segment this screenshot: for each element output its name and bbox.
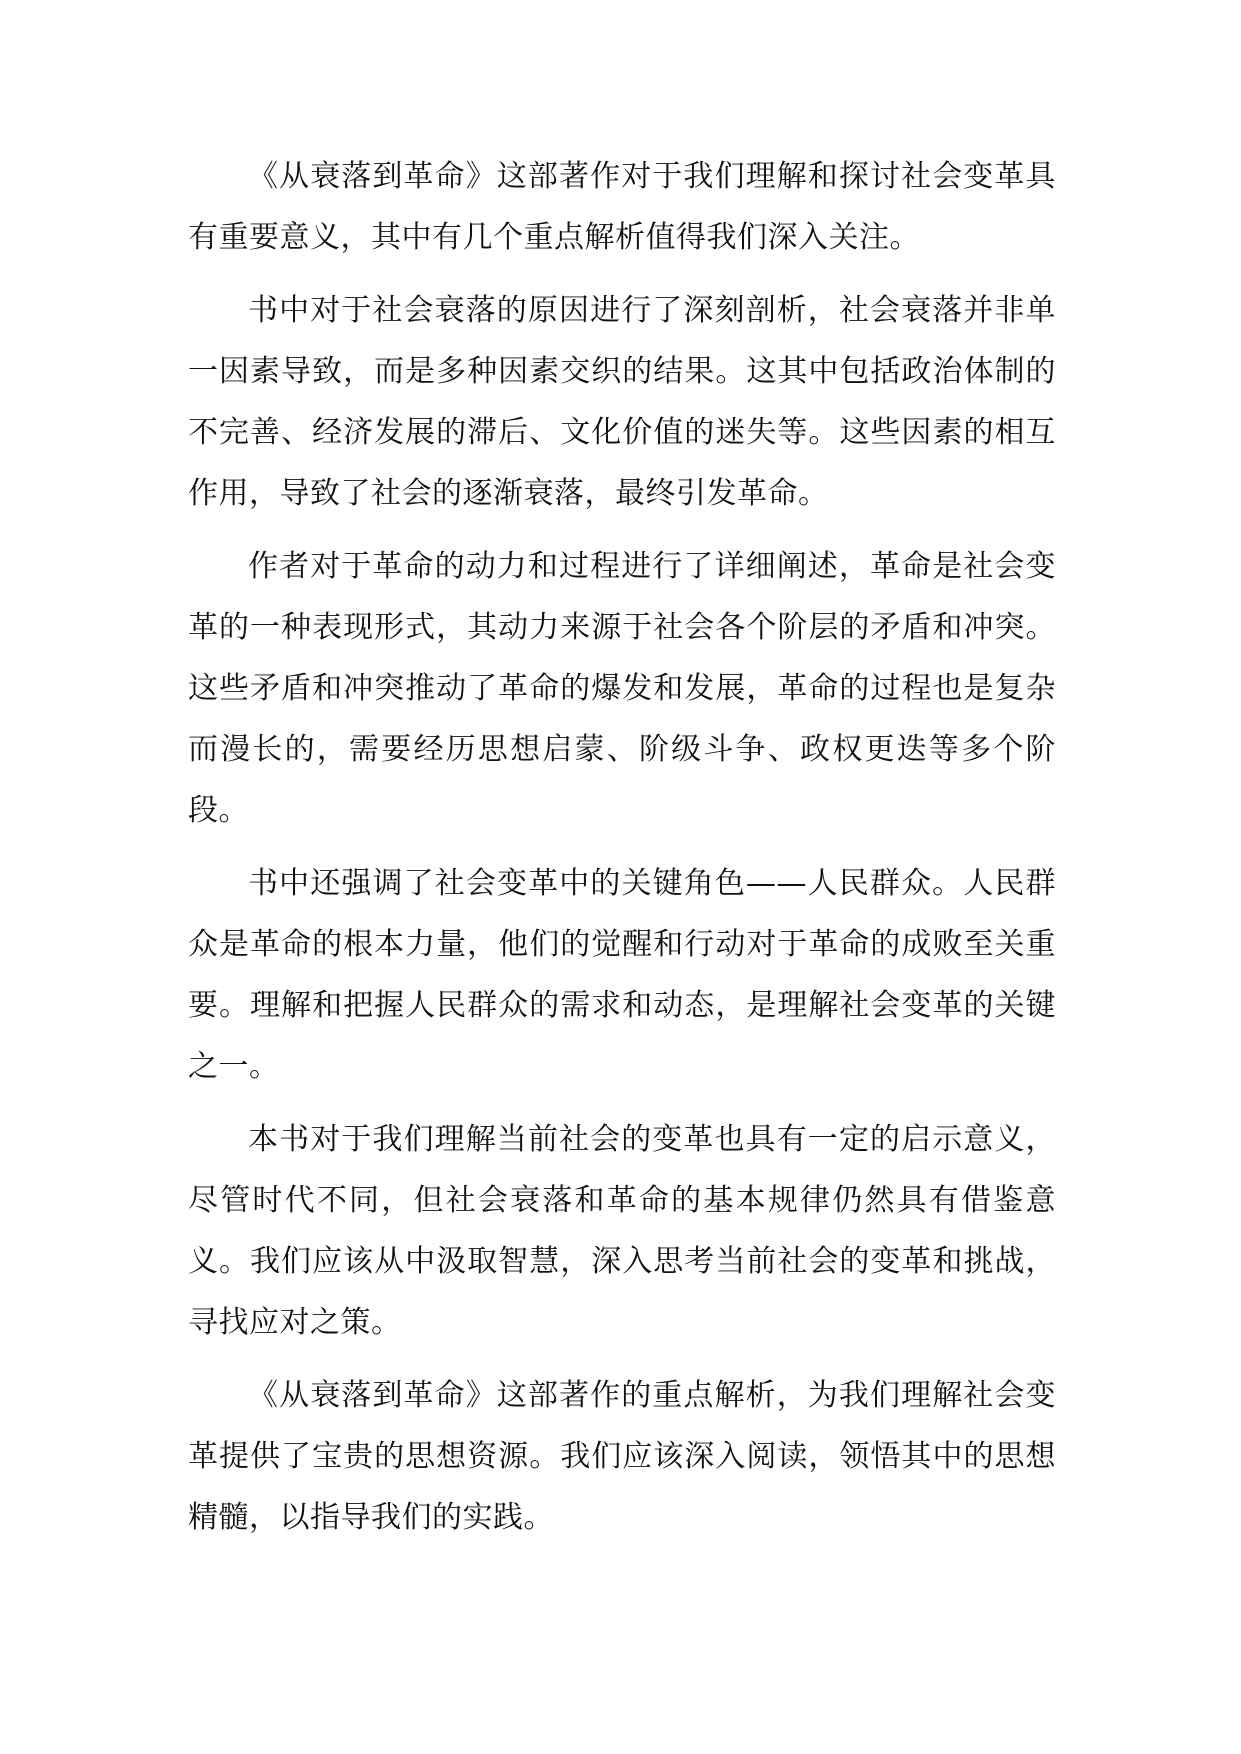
paragraph-contemporary-relevance: 本书对于我们理解当前社会的变革也具有一定的启示意义，尽管时代不同，但社会衰落和革命的基本规律仍然具有借鉴意义。我们应该从中汲取智慧，深入思考当前社会的变革和挑战，寻找应对之策。 (188, 1122, 1056, 1340)
document-body (188, 146, 1056, 1560)
paragraph-intro: 《从衰落到革命》这部著作对于我们理解和探讨社会变革具有重要意义，其中有几个重点解析值得我们深入关注。 (188, 159, 1056, 255)
paragraph-revolution-dynamics: 作者对于革命的动力和过程进行了详细阐述，革命是社会变革的一种表现形式，其动力来源于社会各个阶层的矛盾和冲突。这些矛盾和冲突推动了革命的爆发和发展，革命的过程也是复杂而漫长的，需要经历思想启蒙、阶级斗争、政权更迭等多个阶段。 (188, 549, 1056, 828)
paragraph-people-role: 书中还强调了社会变革中的关键角色——人民群众。人民群众是革命的根本力量，他们的觉醒和行动对于革命的成败至关重要。理解和把握人民群众的需求和动态，是理解社会变革的关键之一。 (188, 866, 1056, 1084)
paragraph-causes-of-decline: 书中对于社会衰落的原因进行了深刻剖析，社会衰落并非单一因素导致，而是多种因素交织的结果。这其中包括政治体制的不完善、经济发展的滞后、文化价值的迷失等。这些因素的相互作用，导致了社会的逐渐衰落，最终引发革命。 (188, 293, 1056, 511)
paragraph-conclusion: 《从衰落到革命》这部著作的重点解析，为我们理解社会变革提供了宝贵的思想资源。我们应该深入阅读，领悟其中的思想精髓，以指导我们的实践。 (188, 1378, 1056, 1535)
